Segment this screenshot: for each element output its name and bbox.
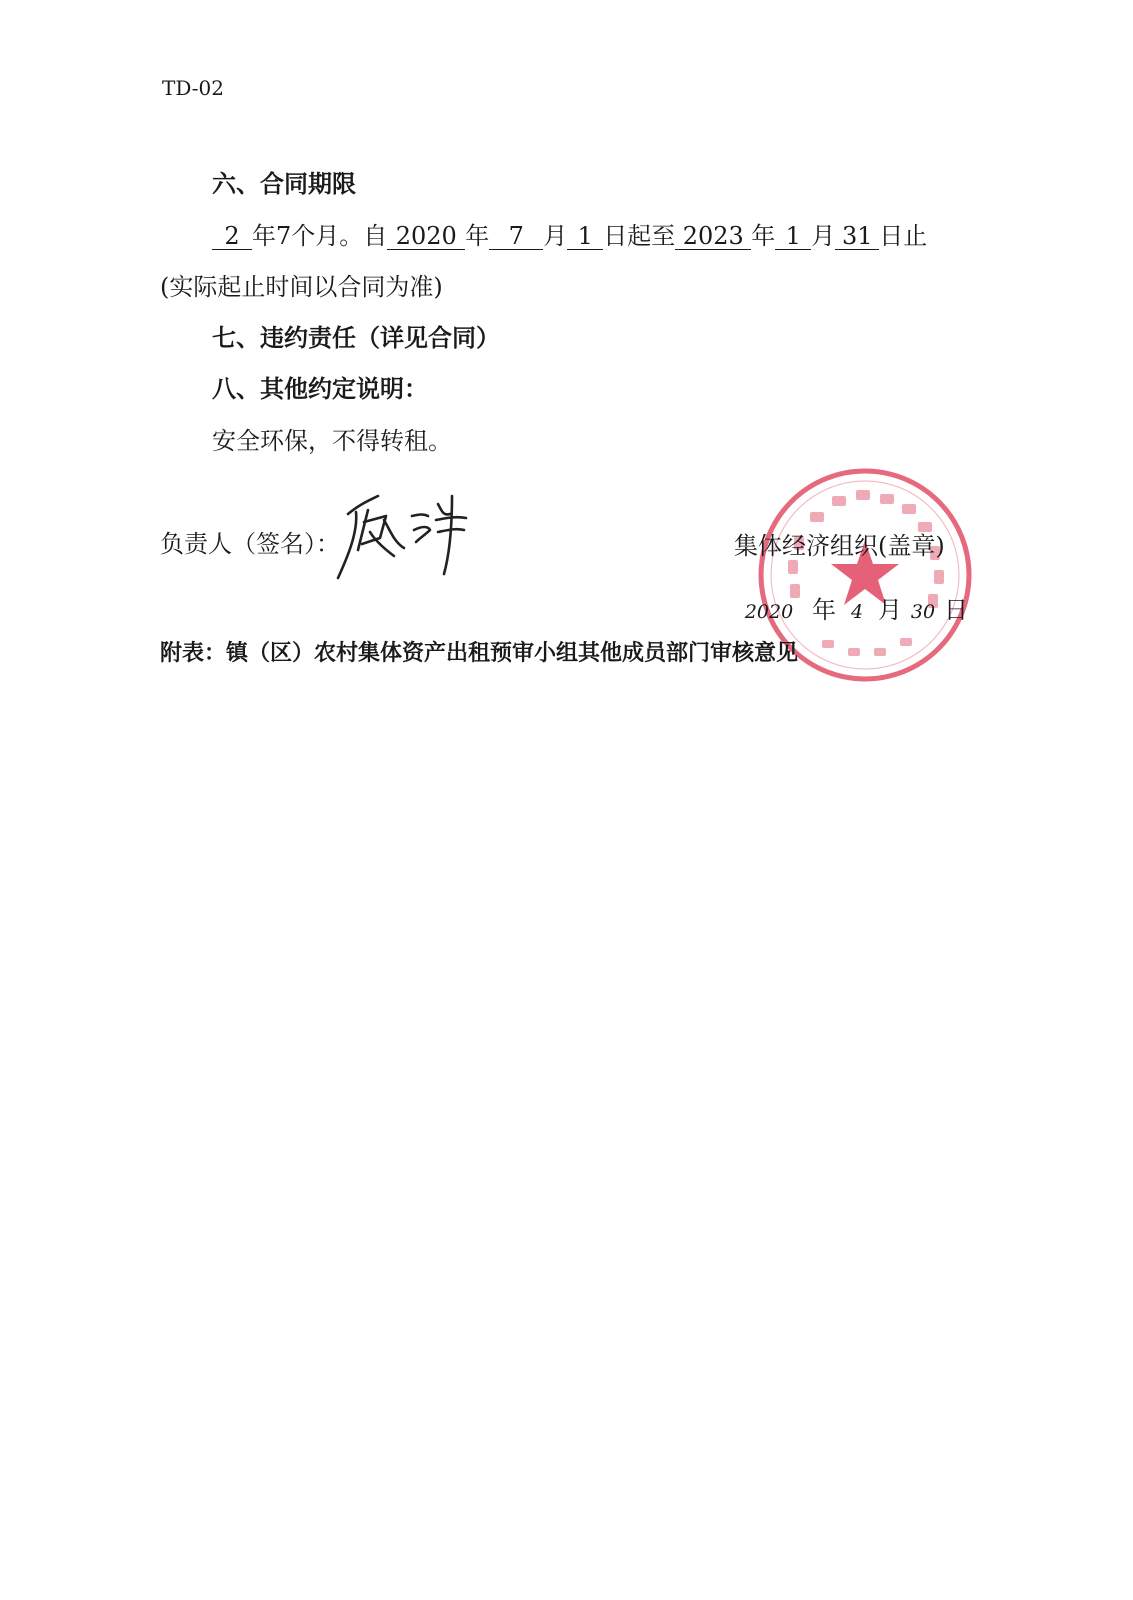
contract-term-line: [212, 216, 927, 251]
date-day: 30: [910, 601, 936, 623]
start-day-unit: 日起至: [603, 222, 676, 250]
date-month-unit: 月: [878, 596, 902, 624]
start-month: 7: [489, 223, 543, 250]
term-years-suffix: 年7个月。自: [252, 222, 388, 250]
term-note: (实际起止时间以合同为准): [160, 273, 443, 301]
date-month: 4: [850, 601, 864, 623]
signature-label: 负责人（签名）：: [160, 530, 340, 558]
start-year-unit: 年: [465, 222, 490, 250]
org-date: [740, 590, 968, 625]
end-month-unit: 月: [811, 222, 836, 250]
end-day: 31: [835, 223, 879, 250]
section-8-content: 安全环保，不得转租。: [212, 427, 452, 455]
start-year: 2020: [387, 223, 465, 250]
start-month-unit: 月: [543, 222, 568, 250]
end-year-unit: 年: [751, 222, 776, 250]
term-years: 2: [212, 223, 252, 250]
date-day-unit: 日: [944, 596, 968, 624]
section-6-heading: 六、合同期限: [212, 170, 356, 198]
end-year: 2023: [675, 223, 751, 250]
handwritten-signature-icon: [334, 486, 472, 584]
document-code: TD-02: [162, 76, 224, 100]
section-8-heading: 八、其他约定说明：: [212, 375, 428, 403]
end-day-unit: 日止: [879, 222, 928, 250]
org-seal-label: 集体经济组织(盖章): [734, 532, 945, 560]
start-day: 1: [567, 223, 603, 250]
date-year: 2020: [744, 601, 794, 623]
date-year-unit: 年: [812, 596, 836, 624]
section-7-heading: 七、违约责任（详见合同）: [212, 324, 500, 352]
end-month: 1: [775, 223, 811, 250]
attachment-title: 附表：镇（区）农村集体资产出租预审小组其他成员部门审核意见: [160, 641, 799, 666]
